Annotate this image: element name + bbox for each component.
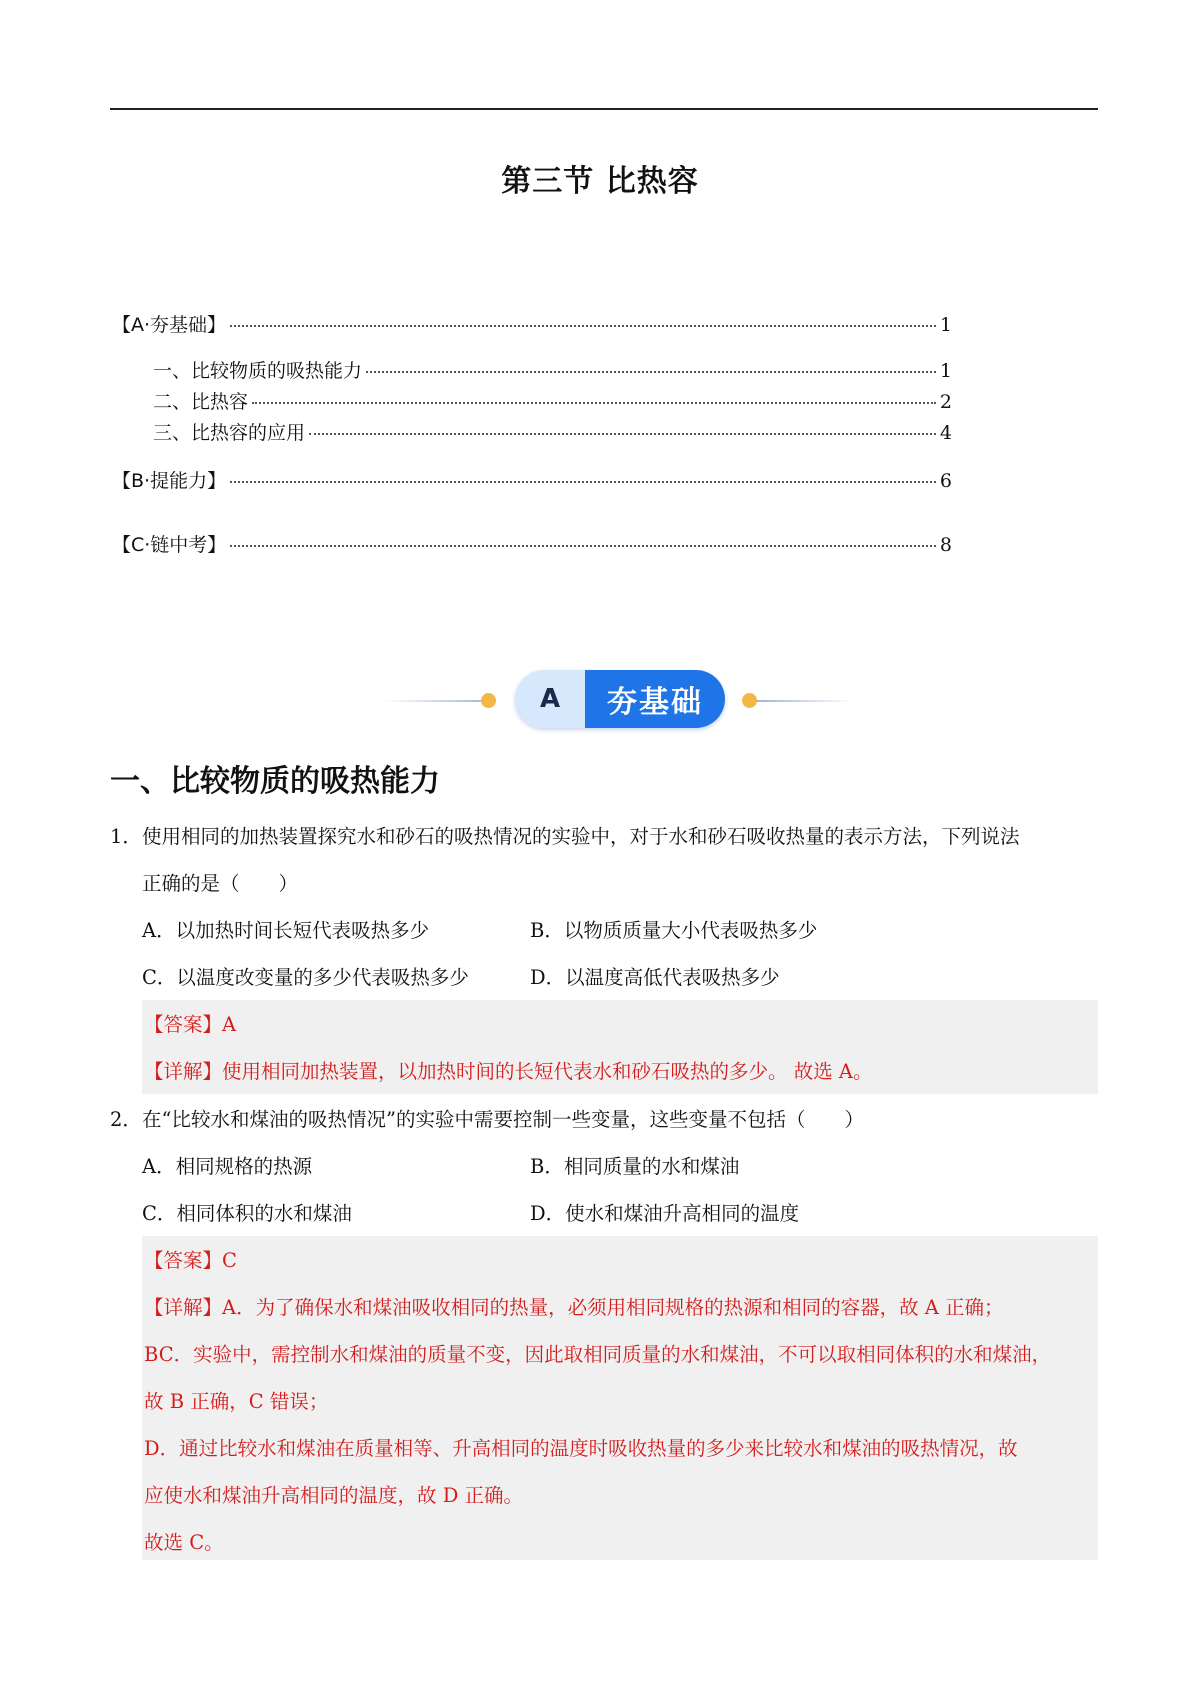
toc-entry-a-1[interactable] [153,356,952,383]
toc-leader [252,402,936,404]
toc-leader [366,371,936,373]
question-stem-cont: 正确的是（ ） [142,872,299,895]
toc-entry-a-2[interactable] [153,387,952,414]
answer-box [142,1000,1098,1094]
option-d: D．使水和煤油升高相同的温度 [530,1202,800,1225]
option-a: A．相同规格的热源 [142,1155,313,1178]
toc-page: 1 [939,314,952,336]
section-banner [365,660,873,732]
banner-pill [515,670,725,728]
banner-dot-right [742,693,757,708]
toc-leader [230,325,936,327]
question-number: 1． [110,825,142,848]
toc-page: 1 [939,360,952,382]
explanation-line: D．通过比较水和煤油在质量相等、升高相同的温度时吸收热量的多少来比较水和煤油的吸热情况，故 [144,1437,1018,1460]
toc-entry-a-3[interactable] [153,418,952,445]
option-b: B．相同质量的水和煤油 [530,1155,740,1178]
question-stem: 使用相同的加热装置探究水和砂石的吸热情况的实验中，对于水和砂石吸收热量的表示方法，下列说法 [142,825,1020,848]
toc-entry-c[interactable] [112,530,952,557]
toc-leader [230,545,936,547]
toc-page: 6 [939,470,952,492]
toc-label: 一、比较物质的吸热能力 [153,360,363,382]
option-a: A．以加热时间长短代表吸热多少 [142,919,430,942]
explanation-line: BC．实验中，需控制水和煤油的质量不变，因此取相同质量的水和煤油，不可以取相同体积的水和煤油， [144,1343,1052,1366]
toc-entry-a[interactable] [112,310,952,337]
banner-text: 夯基础 [585,670,725,728]
explanation-line: 【详解】使用相同加热装置，以加热时间的长短代表水和砂石吸热的多少。 故选 A。 [144,1060,873,1083]
toc-page: 4 [939,422,952,444]
banner-dot-left [481,693,496,708]
banner-line-right [753,700,855,702]
explanation-line: 故 B 正确，C 错误； [144,1390,329,1413]
toc-leader [230,481,936,483]
toc-leader [309,433,936,435]
toc-label: 二、比热容 [153,391,249,413]
toc-page: 2 [939,391,952,413]
section-heading: 一、比较物质的吸热能力 [110,764,440,799]
toc-label: 【A·夯基础】 [112,314,227,336]
toc-label: 【C·链中考】 [112,534,227,556]
question-stem: 在“比较水和煤油的吸热情况”的实验中需要控制一些变量，这些变量不包括（ ） [142,1108,864,1131]
option-c: C．以温度改变量的多少代表吸热多少 [142,966,469,989]
answer-label: 【答案】A [144,1013,237,1036]
option-b: B．以物质质量大小代表吸热多少 [530,919,818,942]
explanation-line: 应使水和煤油升高相同的温度，故 D 正确。 [144,1484,524,1507]
question-number: 2． [110,1108,142,1131]
option-d: D．以温度高低代表吸热多少 [530,966,780,989]
page-title: 第三节 比热容 [501,164,699,199]
answer-label: 【答案】C [144,1249,237,1272]
banner-line-left [383,700,495,702]
banner-letter: A [515,670,585,728]
toc-label: 三、比热容的应用 [153,422,306,444]
toc-label: 【B·提能力】 [112,470,227,492]
header-rule [110,108,1098,110]
answer-box [142,1236,1098,1560]
explanation-line: 【详解】A．为了确保水和煤油吸收相同的热量，必须用相同规格的热源和相同的容器，故 A 正确； [144,1296,1004,1319]
toc-entry-b[interactable] [112,466,952,493]
option-c: C．相同体积的水和煤油 [142,1202,352,1225]
toc-page: 8 [939,534,952,556]
explanation-line: 故选 C。 [144,1531,224,1554]
